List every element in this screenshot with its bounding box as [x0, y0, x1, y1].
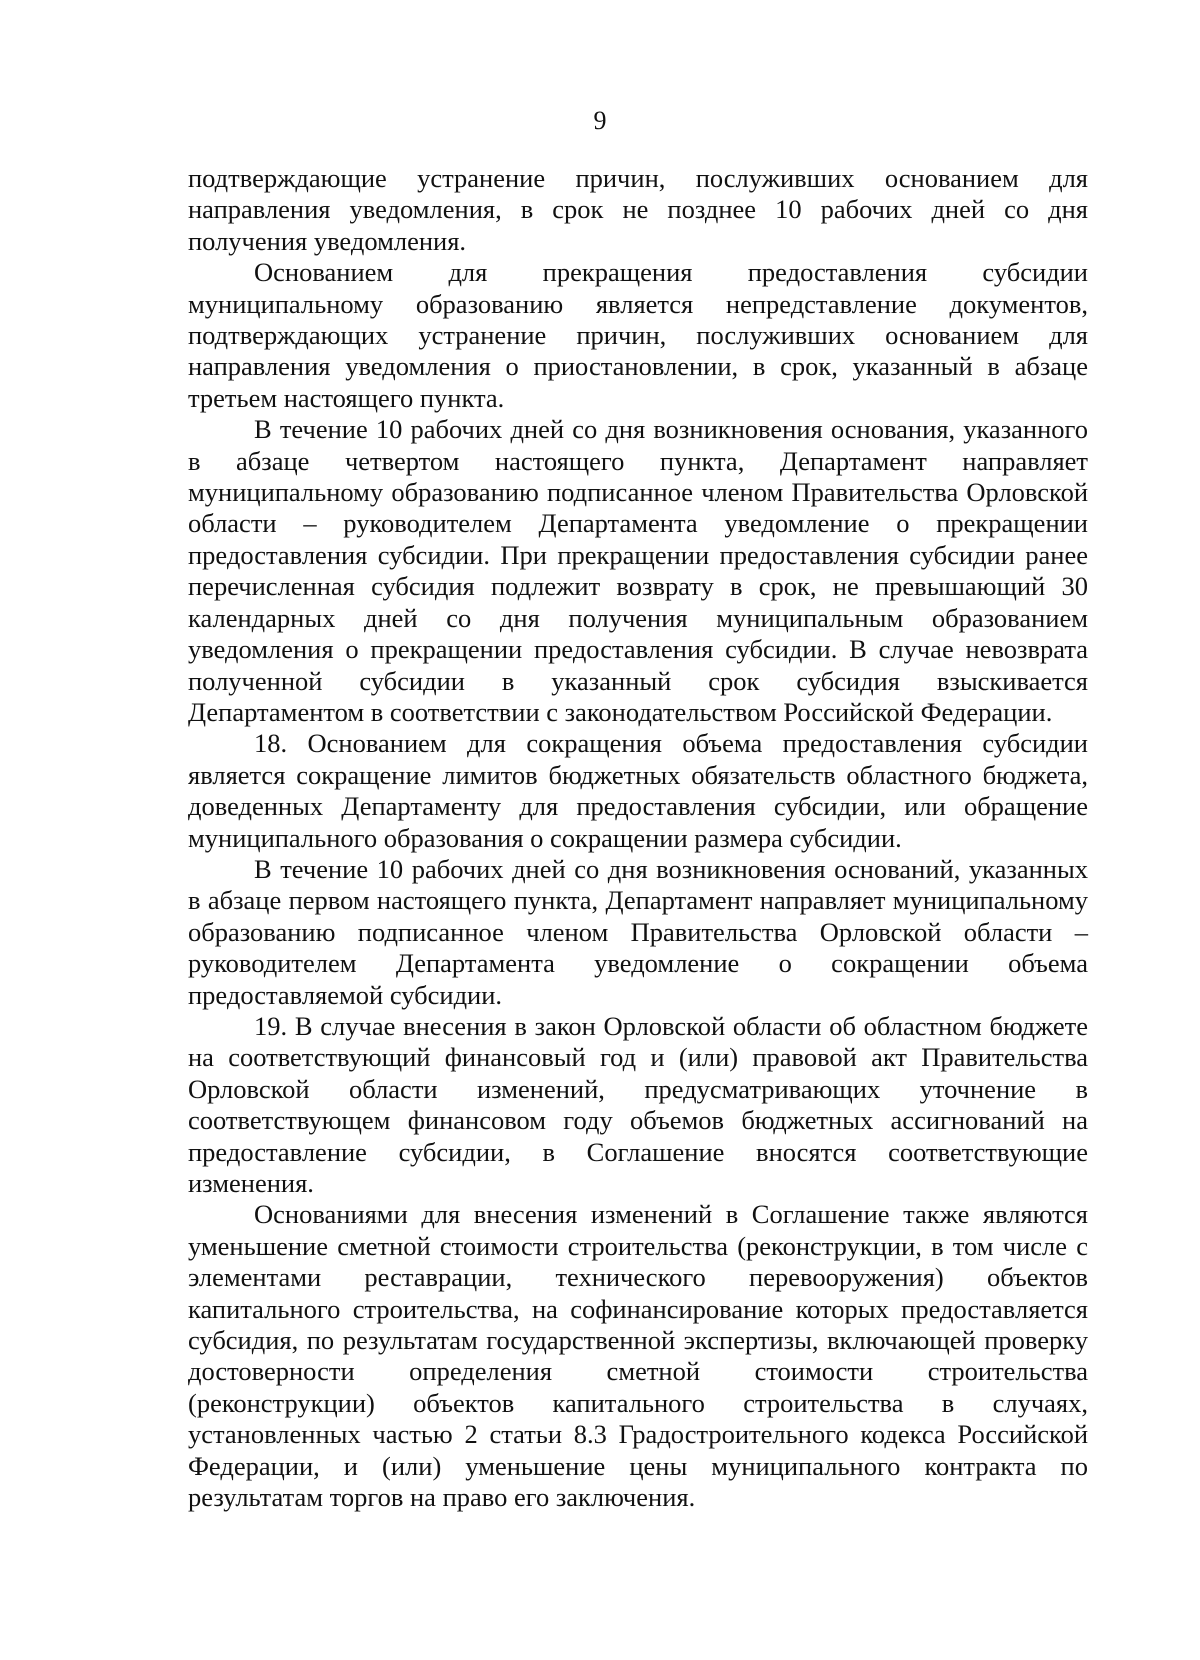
document-body — [188, 163, 1088, 1513]
paragraph-continuation: подтверждающие устранение причин, послуживших основанием для направления уведомления, в срок не позднее 10 рабочих дней со дня получения уведомления. — [188, 163, 1088, 256]
page-number: 9 — [593, 106, 607, 135]
paragraph-termination-notice: В течение 10 рабочих дней со дня возникновения основания, указанного в абзаце четвертом настоящего пункта, Департамент направляет муниципальному образованию подписанное членом Правительства Орловской области – руководителем Департамента уведомление о прекращении предоставления субсидии. При прекращении предоставления субсидии ранее перечисленная субсидия подлежит возврату в срок, не превышающий 30 календарных дней со дня получения муниципальным образованием уведомления о прекращении предоставления субсидии. В случае невозврата полученной субсидии в указанный срок субсидия взыскивается Департаментом в соответствии с законодательством Российской Федерации. — [188, 414, 1088, 727]
paragraph-agreement-changes: Основаниями для внесения изменений в Соглашение также являются уменьшение сметной стоимости строительства (реконструкции, в том числе с элементами реставрации, технического перевооружения) объектов капитального строительства, на софинансирование которых предоставляется субсидия, по результатам государственной экспертизы, включающей проверку достоверности определения сметной стоимости строительства (реконструкции) объектов капитального строительства в случаях, установленных частью 2 статьи 8.3 Градостроительного кодекса Российской Федерации, и (или) уменьшение цены муниципального контракта по результатам торгов на право его заключения. — [188, 1199, 1088, 1513]
paragraph-reduction-notice: В течение 10 рабочих дней со дня возникновения оснований, указанных в абзаце первом настоящего пункта, Департамент направляет муниципальному образованию подписанное членом Правительства Орловской области – руководителем Департамента уведомление о сокращении объема предоставляемой субсидии. — [188, 853, 1088, 1010]
paragraph-termination-grounds: Основанием для прекращения предоставления субсидии муниципальному образованию является непредставление документов, подтверждающих устранение причин, послуживших основанием для направления уведомления о приостановлении, в срок, указанный в абзаце третьем настоящего пункта. — [188, 257, 1088, 413]
paragraph-item-18: 18. Основанием для сокращения объема предоставления субсидии является сокращение лимитов бюджетных обязательств областного бюджета, доведенных Департаменту для предоставления субсидии, или обращение муниципального образования о сокращении размера субсидии. — [188, 728, 1088, 853]
paragraph-item-19: 19. В случае внесения в закон Орловской области об областном бюджете на соответствующий финансовый год и (или) правовой акт Правительства Орловской области изменений, предусматривающих уточнение в соответствующем финансовом году объемов бюджетных ассигнований на предоставление субсидии, в Соглашение вносятся соответствующие изменения. — [188, 1010, 1088, 1198]
